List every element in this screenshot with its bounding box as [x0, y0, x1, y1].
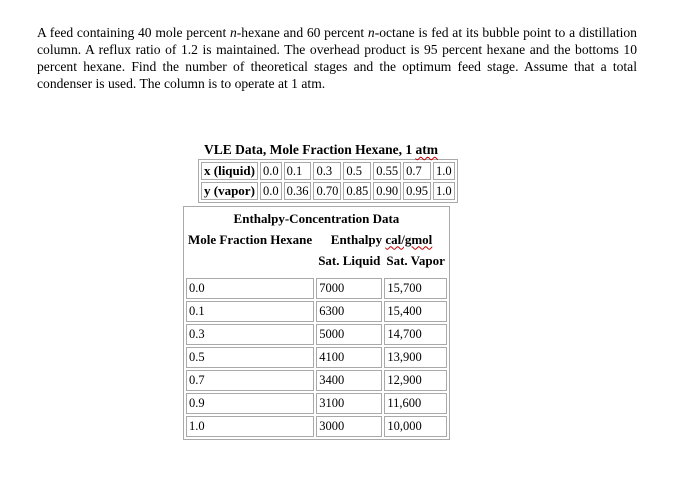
enthalpy-cell-x: 0.3	[186, 324, 314, 345]
enthalpy-cell-liquid: 4100	[316, 347, 382, 368]
vle-row-label: y (vapor)	[201, 182, 258, 200]
enthalpy-cell-liquid: 6300	[316, 301, 382, 322]
enthalpy-cell-vapor: 14,700	[384, 324, 447, 345]
enthalpy-header: Enthalpy cal/gmol	[330, 231, 433, 247]
enthalpy-cell-liquid: 3100	[316, 393, 382, 414]
enthalpy-row	[186, 347, 447, 368]
enthalpy-cell-vapor: 15,700	[384, 278, 447, 299]
vle-data-table	[198, 140, 458, 203]
enthalpy-row	[186, 393, 447, 414]
enthalpy-row	[186, 324, 447, 345]
vle-row	[201, 182, 455, 200]
vle-row	[201, 162, 455, 180]
vle-row-label: x (liquid)	[201, 162, 258, 180]
vle-cell: 0.95	[403, 182, 431, 200]
n-prefix-hexane: n	[229, 24, 237, 40]
problem-text-1: A feed containing 40 mole percent	[37, 24, 230, 40]
enthalpy-cell-vapor: 12,900	[384, 370, 447, 391]
enthalpy-cell-x: 0.1	[186, 301, 314, 322]
enthalpy-concentration-table	[183, 206, 450, 440]
vle-cell: 0.85	[343, 182, 371, 200]
sat-liquid-header: Sat. Liquid	[318, 252, 381, 268]
enthalpy-cell-x: 0.0	[186, 278, 314, 299]
mole-fraction-header: Mole Fraction Hexane	[188, 231, 313, 247]
enthalpy-row	[186, 278, 447, 299]
enthalpy-row	[186, 416, 447, 437]
vle-cell: 0.90	[373, 182, 401, 200]
vle-cell: 0.70	[313, 182, 341, 200]
enthalpy-cell-x: 0.9	[186, 393, 314, 414]
problem-text-3: -octane is fed at its bubble point to a distillation column. A reflux ratio of 1.2 is maintained. The overhead product is 95 percent hexane and the bottoms 10 percent hexane. Find the number of theoretical stages and the optimum feed stage. Assume that a total condenser is used. The column is to operate at 1 atm.	[37, 24, 637, 91]
vle-cell: 0.36	[284, 182, 312, 200]
vle-cell: 0.55	[373, 162, 401, 180]
sat-vapor-header: Sat. Vapor	[386, 252, 445, 268]
enthalpy-cell-vapor: 15,400	[384, 301, 447, 322]
enthalpy-cell-liquid: 5000	[316, 324, 382, 345]
vle-cell: 1.0	[433, 162, 455, 180]
enthalpy-cell-vapor: 10,000	[384, 416, 447, 437]
problem-statement	[37, 24, 637, 92]
enthalpy-cell-x: 1.0	[186, 416, 314, 437]
enthalpy-cell-liquid: 3400	[316, 370, 382, 391]
enthalpy-table-title: Enthalpy-Concentration Data	[233, 210, 400, 226]
enthalpy-row	[186, 370, 447, 391]
vle-cell: 0.1	[284, 162, 312, 180]
enthalpy-cell-vapor: 11,600	[384, 393, 447, 414]
vle-cell: 0.3	[313, 162, 341, 180]
vle-table-title: VLE Data, Mole Fraction Hexane, 1 atm	[204, 142, 438, 157]
vle-cell: 0.0	[260, 162, 282, 180]
problem-text-2: -hexane and 60 percent	[236, 24, 368, 40]
enthalpy-cell-vapor: 13,900	[384, 347, 447, 368]
enthalpy-cell-x: 0.5	[186, 347, 314, 368]
enthalpy-cell-liquid: 3000	[316, 416, 382, 437]
vle-cell: 0.5	[343, 162, 371, 180]
n-prefix-octane: n	[367, 24, 375, 40]
enthalpy-row	[186, 301, 447, 322]
vle-cell: 1.0	[433, 182, 455, 200]
vle-cell: 0.7	[403, 162, 431, 180]
vle-cell: 0.0	[260, 182, 282, 200]
enthalpy-cell-x: 0.7	[186, 370, 314, 391]
enthalpy-cell-liquid: 7000	[316, 278, 382, 299]
